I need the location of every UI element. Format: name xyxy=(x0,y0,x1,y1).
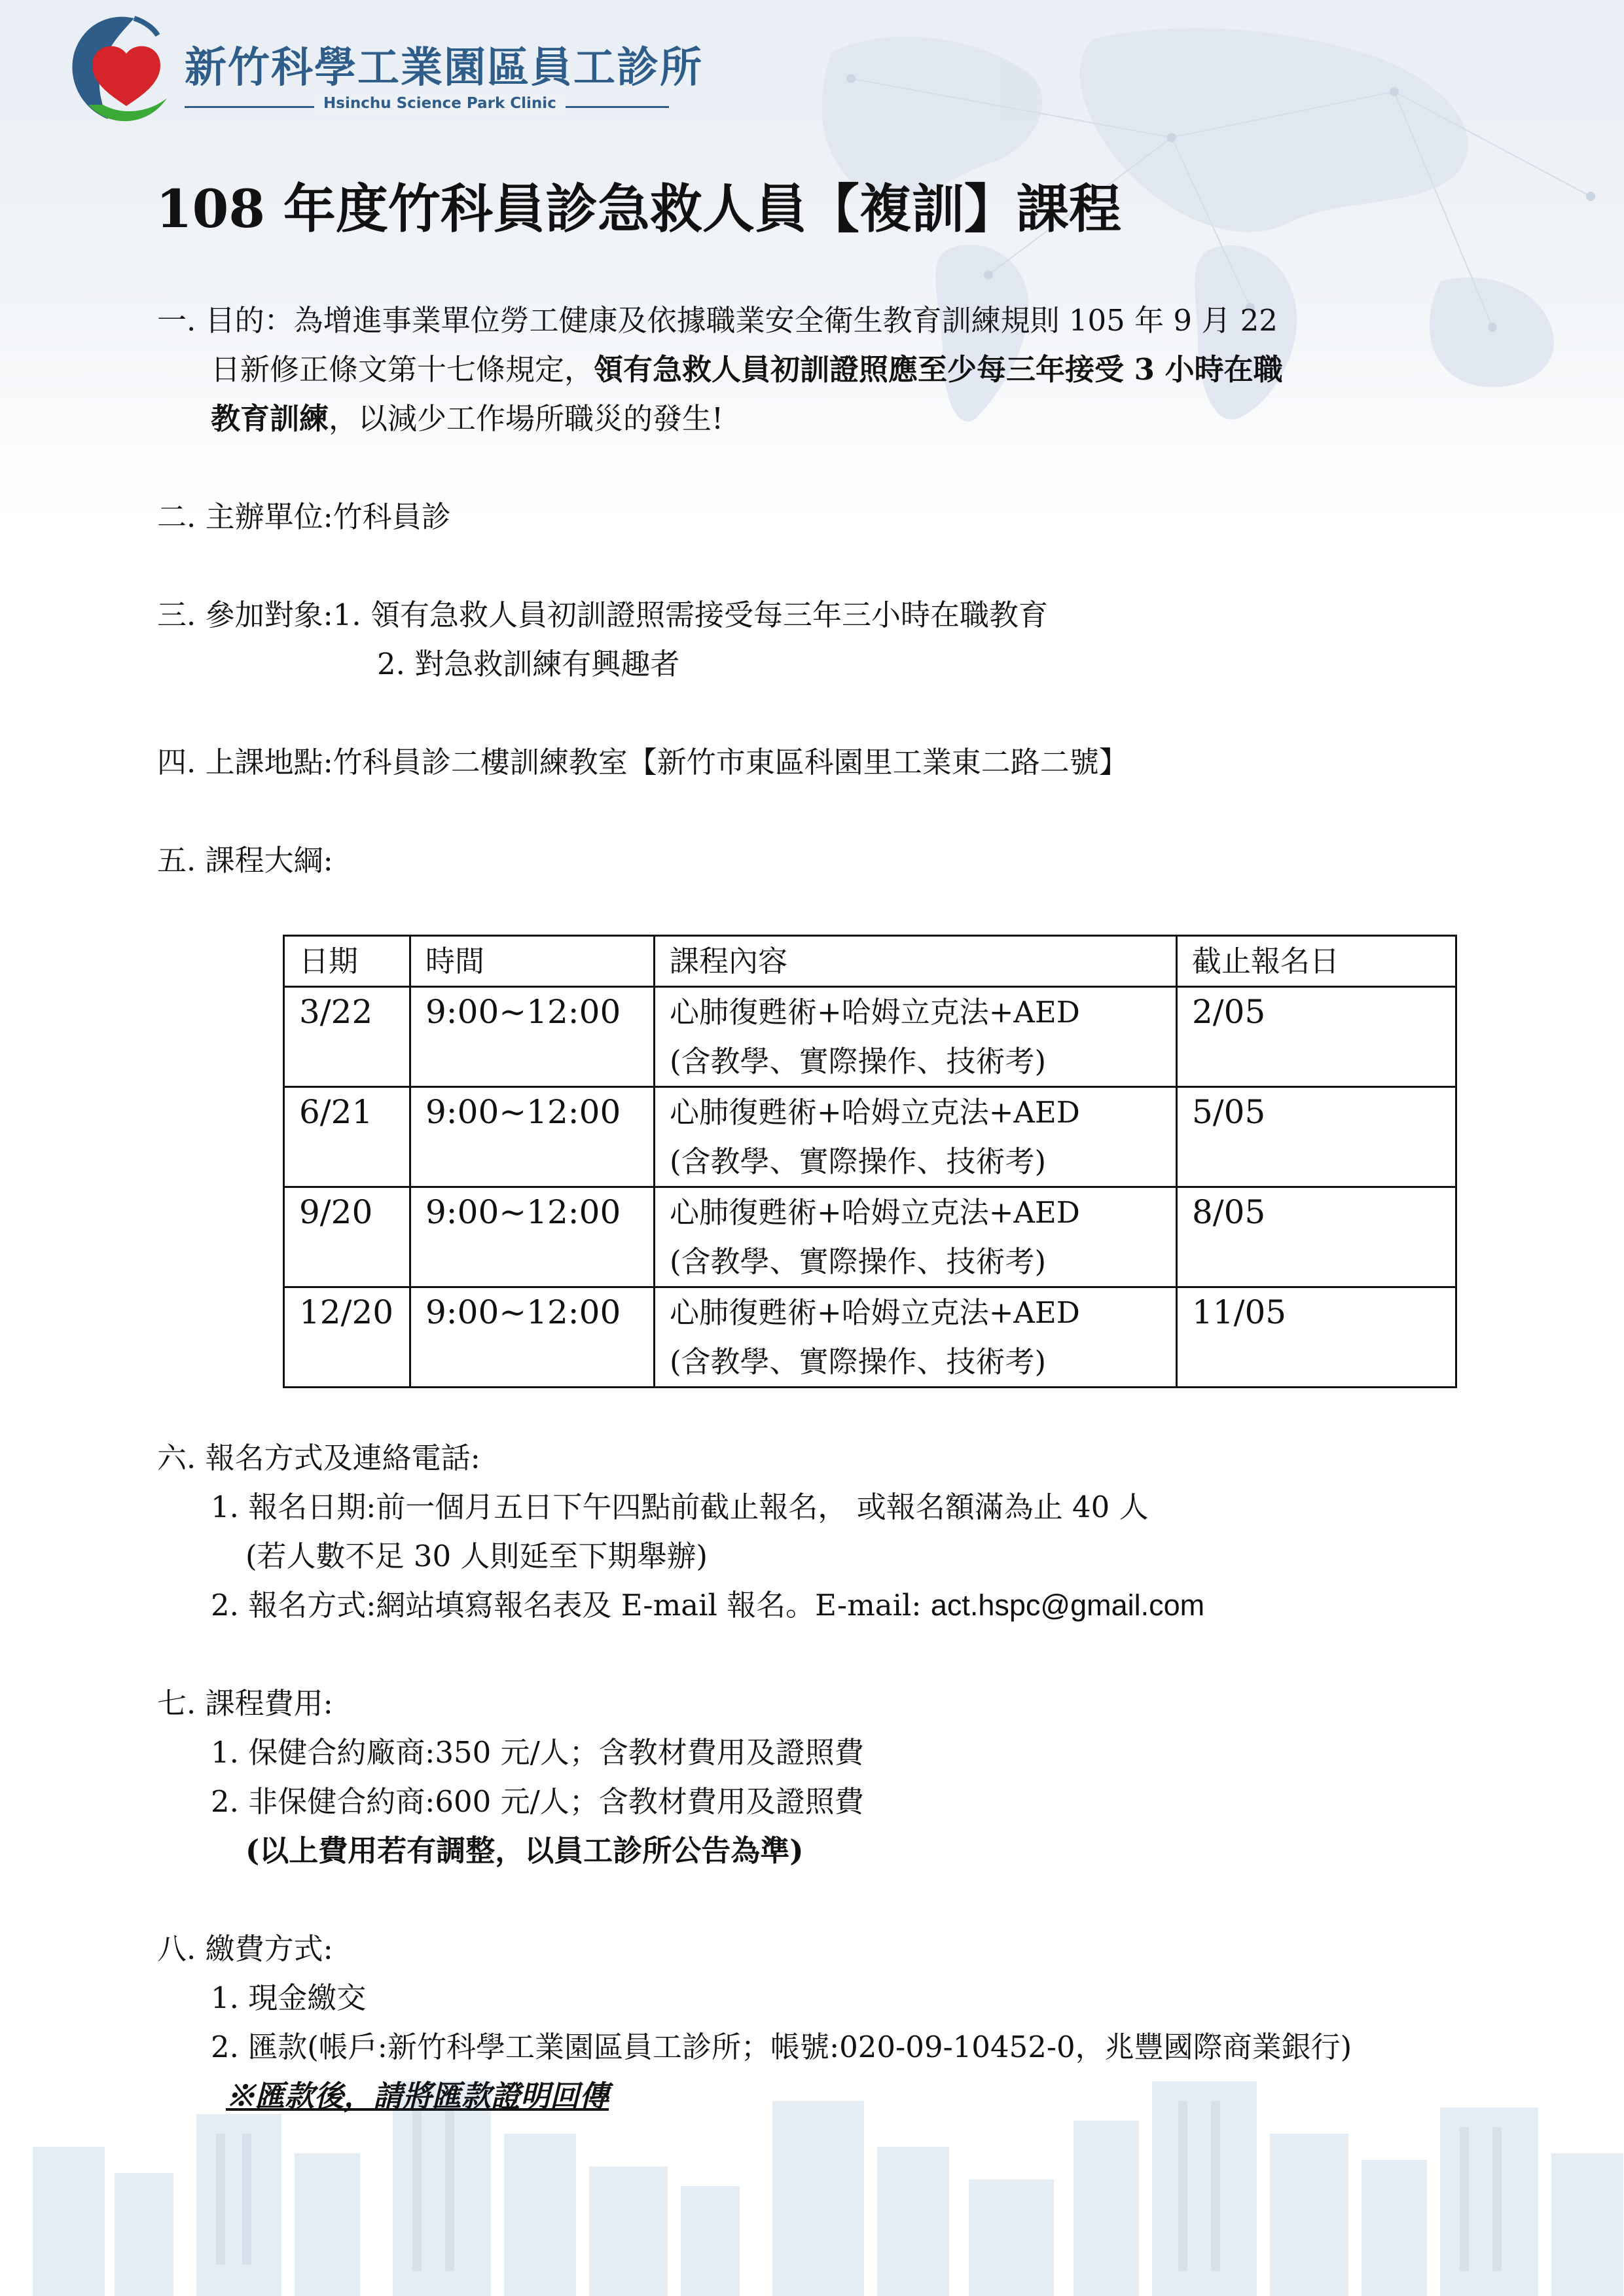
row-time: 9:00~12:00 xyxy=(410,987,655,1087)
fee-non-contract: 2. 非保健合約商:600 元/人；含教材費用及證照費 xyxy=(211,1784,864,1819)
row-deadline: 11/05 xyxy=(1177,1287,1456,1388)
course-table xyxy=(283,935,1457,1388)
clinic-name: 新竹科學工業園區員工診所 xyxy=(185,44,703,92)
payment-cash: 1. 現金繳交 xyxy=(211,1981,367,2015)
row-time: 9:00~12:00 xyxy=(410,1087,655,1187)
section-outline: 五. 課程大綱: xyxy=(157,843,333,878)
payment-transfer: 2. 匯款(帳戶:新竹科學工業園區員工診所；帳號:020-09-10452-0，兆豐國際商業銀行) xyxy=(211,2030,1352,2064)
row-date: 9/20 xyxy=(284,1187,410,1287)
payment-heading: 八. 繳費方式: xyxy=(157,1931,333,1966)
row-deadline: 2/05 xyxy=(1177,987,1456,1087)
section-fees xyxy=(157,1679,1532,1875)
payment-note: ※匯款後，請將匯款證明回傳 xyxy=(226,2079,609,2113)
email-link[interactable]: act.hspc@gmail.com xyxy=(930,1588,1205,1622)
fees-note: (以上費用若有調整，以員工診所公告為準) xyxy=(245,1833,804,1868)
participants-line-1: 三. 參加對象:1. 領有急救人員初訓證照需接受每三年三小時在職教育 xyxy=(157,598,1049,632)
registration-heading: 六. 報名方式及連絡電話: xyxy=(157,1441,480,1475)
header-date: 日期 xyxy=(284,936,410,987)
section-registration xyxy=(157,1433,1532,1630)
table-row xyxy=(284,1287,1456,1388)
purpose-line-3: 教育訓練，以減少工作場所職災的發生! xyxy=(211,401,724,436)
header-deadline: 截止報名日 xyxy=(1177,936,1456,987)
header-time: 時間 xyxy=(410,936,655,987)
registration-note: (若人數不足 30 人則延至下期舉辦) xyxy=(245,1539,708,1573)
participants-line-2: 2. 對急救訓練有興趣者 xyxy=(377,647,680,681)
purpose-emphasis: 領有急救人員初訓證照應至少每三年接受 3 小時在職 xyxy=(594,352,1283,387)
header-content: 課程內容 xyxy=(655,936,1177,987)
registration-method: 2. 報名方式:網站填寫報名表及 E-mail 報名。E-mail: act.hspc@gmail.com xyxy=(211,1588,1205,1623)
row-deadline: 8/05 xyxy=(1177,1187,1456,1287)
row-deadline: 5/05 xyxy=(1177,1087,1456,1187)
section-location: 四. 上課地點:竹科員診二樓訓練教室【新竹市東區科園里工業東二路二號】 xyxy=(157,745,1128,780)
row-content: 心肺復甦術+哈姆立克法+AED (含教學、實際操作、技術考) xyxy=(655,1087,1177,1187)
section-organizer: 二. 主辦單位:竹科員診 xyxy=(157,499,451,534)
row-time: 9:00~12:00 xyxy=(410,1187,655,1287)
row-content: 心肺復甦術+哈姆立克法+AED (含教學、實際操作、技術考) xyxy=(655,1287,1177,1388)
clinic-logo xyxy=(62,7,180,131)
section-participants xyxy=(157,590,1532,689)
purpose-line-2: 日新修正條文第十七條規定，領有急救人員初訓證照應至少每三年接受 3 小時在職 xyxy=(211,352,1283,387)
row-date: 6/21 xyxy=(284,1087,410,1187)
row-content: 心肺復甦術+哈姆立克法+AED (含教學、實際操作、技術考) xyxy=(655,987,1177,1087)
clinic-name-english: Hsinchu Science Park Clinic xyxy=(314,95,566,112)
purpose-emphasis-end: 教育訓練 xyxy=(211,401,329,436)
fees-heading: 七. 課程費用: xyxy=(157,1686,333,1721)
table-row xyxy=(284,1087,1456,1187)
row-time: 9:00~12:00 xyxy=(410,1287,655,1388)
registration-date: 1. 報名日期:前一個月五日下午四點前截止報名， 或報名額滿為止 40 人 xyxy=(211,1490,1149,1524)
table-row xyxy=(284,987,1456,1087)
table-header-row xyxy=(284,936,1456,987)
row-content: 心肺復甦術+哈姆立克法+AED (含教學、實際操作、技術考) xyxy=(655,1187,1177,1287)
section-purpose xyxy=(157,296,1532,443)
fee-contract: 1. 保健合約廠商:350 元/人；含教材費用及證照費 xyxy=(211,1735,864,1770)
section-payment xyxy=(157,1924,1532,2121)
row-date: 3/22 xyxy=(284,987,410,1087)
table-row xyxy=(284,1187,1456,1287)
purpose-line-1: 一. 目的：為增進事業單位勞工健康及依據職業安全衛生教育訓練規則 105 年 9 月 22 xyxy=(157,303,1278,338)
row-date: 12/20 xyxy=(284,1287,410,1388)
page-title: 108 年度竹科員診急救人員【複訓】課程 xyxy=(156,178,1121,240)
